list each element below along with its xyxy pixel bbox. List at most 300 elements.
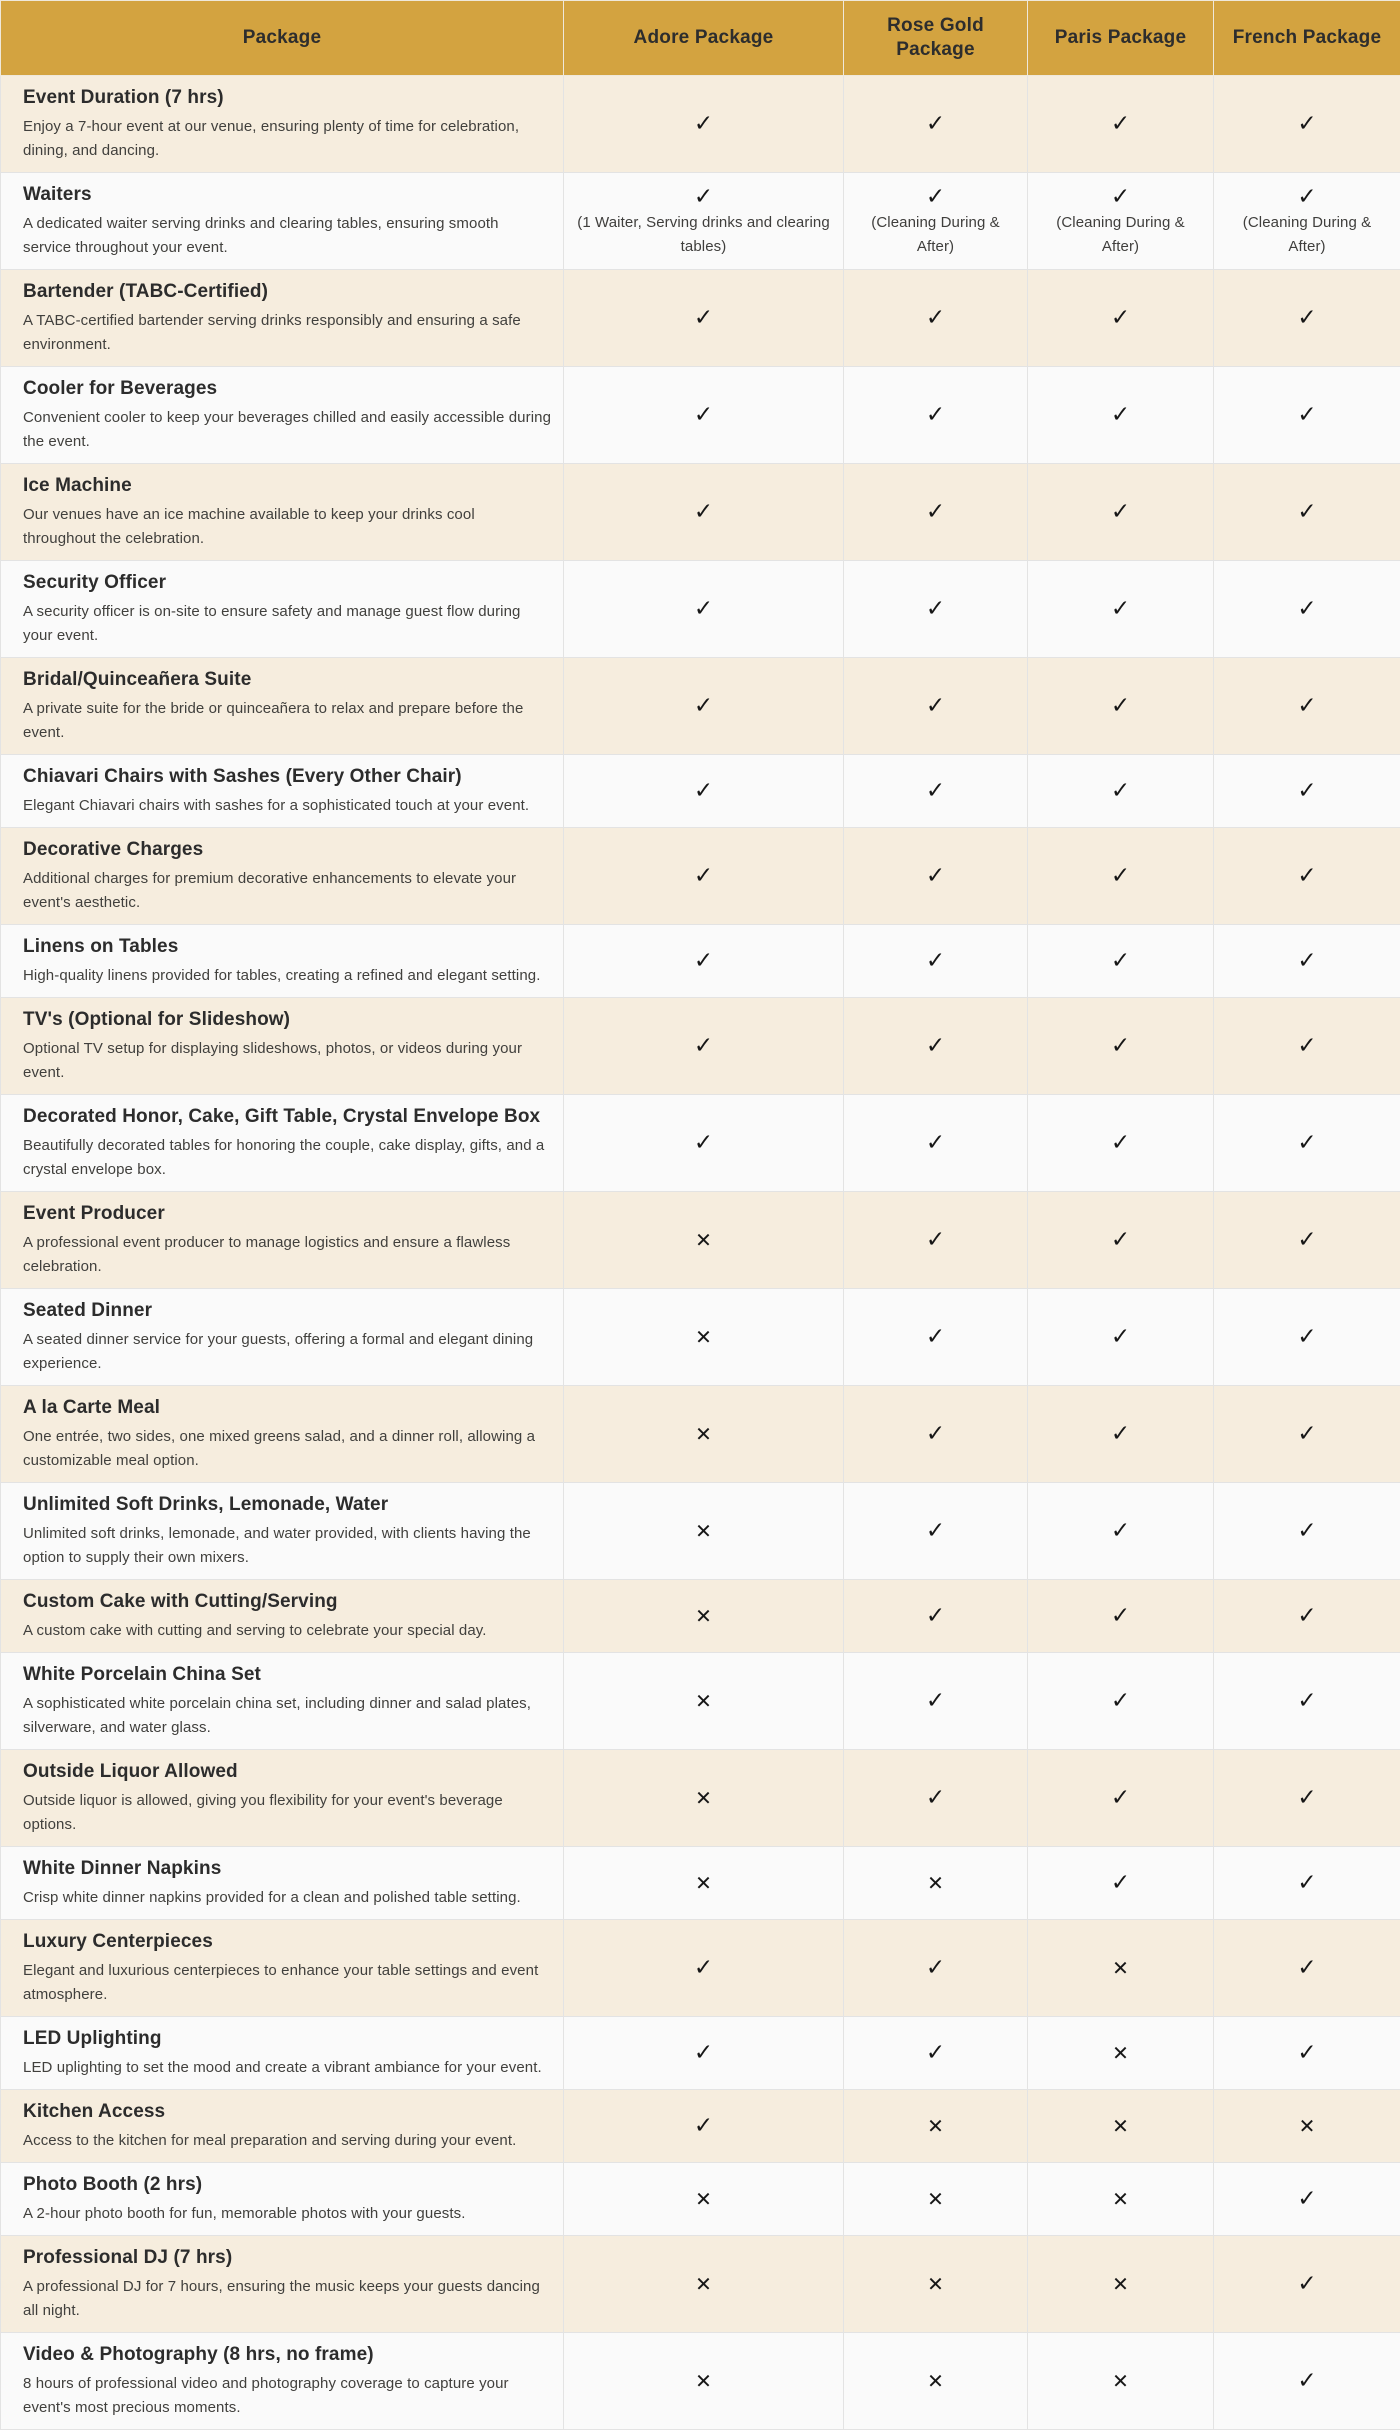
table-row bbox=[1, 2163, 1400, 2236]
value-cell bbox=[844, 1289, 1028, 1386]
cross-icon: ✕ bbox=[1299, 2113, 1316, 2139]
value-cell bbox=[1214, 998, 1400, 1095]
table-header bbox=[1, 1, 1400, 76]
feature-title: Photo Booth (2 hrs) bbox=[23, 2172, 551, 2197]
check-icon: ✓ bbox=[1297, 2186, 1316, 2212]
value-cell bbox=[1214, 1483, 1400, 1580]
check-icon: ✓ bbox=[926, 111, 945, 137]
feature-cell bbox=[1, 658, 564, 755]
value-cell bbox=[564, 1580, 844, 1653]
feature-title: Cooler for Beverages bbox=[23, 376, 551, 401]
check-icon: ✓ bbox=[694, 1955, 713, 1981]
table-row bbox=[1, 2017, 1400, 2090]
feature-description: LED uplighting to set the mood and create a vibrant ambiance for your event. bbox=[23, 2056, 551, 2080]
value-cell bbox=[1028, 173, 1214, 270]
check-icon: ✓ bbox=[1297, 2271, 1316, 2297]
feature-title: Ice Machine bbox=[23, 473, 551, 498]
feature-description: A 2-hour photo booth for fun, memorable photos with your guests. bbox=[23, 2202, 551, 2226]
table-row bbox=[1, 828, 1400, 925]
feature-description: A security officer is on-site to ensure safety and manage guest flow during your event. bbox=[23, 600, 551, 648]
check-icon: ✓ bbox=[694, 863, 713, 889]
value-cell bbox=[1214, 2236, 1400, 2333]
value-cell bbox=[1214, 1750, 1400, 1847]
feature-cell bbox=[1, 2090, 564, 2163]
check-icon: ✓ bbox=[694, 1130, 713, 1156]
feature-title: Unlimited Soft Drinks, Lemonade, Water bbox=[23, 1492, 551, 1517]
value-cell bbox=[1214, 828, 1400, 925]
value-cell bbox=[844, 173, 1028, 270]
check-icon: ✓ bbox=[1297, 1130, 1316, 1156]
check-icon: ✓ bbox=[926, 1785, 945, 1811]
feature-cell bbox=[1, 1095, 564, 1192]
value-cell bbox=[564, 367, 844, 464]
value-note: (1 Waiter, Serving drinks and clearing tables) bbox=[576, 211, 831, 259]
feature-title: Chiavari Chairs with Sashes (Every Other Chair) bbox=[23, 764, 551, 789]
feature-title: Waiters bbox=[23, 182, 551, 207]
value-cell bbox=[1214, 1386, 1400, 1483]
value-cell bbox=[1028, 1386, 1214, 1483]
feature-cell bbox=[1, 173, 564, 270]
value-cell bbox=[564, 2236, 844, 2333]
value-cell bbox=[1028, 998, 1214, 1095]
value-cell bbox=[844, 1095, 1028, 1192]
check-icon: ✓ bbox=[694, 2040, 713, 2066]
table-row bbox=[1, 270, 1400, 367]
feature-cell bbox=[1, 755, 564, 828]
check-icon: ✓ bbox=[926, 863, 945, 889]
check-icon: ✓ bbox=[1297, 1688, 1316, 1714]
table-row bbox=[1, 925, 1400, 998]
check-icon: ✓ bbox=[926, 1603, 945, 1629]
value-cell bbox=[844, 1386, 1028, 1483]
feature-title: Decorative Charges bbox=[23, 837, 551, 862]
feature-cell bbox=[1, 367, 564, 464]
value-cell bbox=[844, 828, 1028, 925]
value-cell bbox=[564, 828, 844, 925]
check-icon: ✓ bbox=[1297, 499, 1316, 525]
feature-title: Custom Cake with Cutting/Serving bbox=[23, 1589, 551, 1614]
check-icon: ✓ bbox=[1297, 1955, 1316, 1981]
feature-title: Event Producer bbox=[23, 1201, 551, 1226]
value-cell bbox=[1214, 1653, 1400, 1750]
table-row bbox=[1, 76, 1400, 173]
feature-title: White Porcelain China Set bbox=[23, 1662, 551, 1687]
check-icon: ✓ bbox=[1297, 1421, 1316, 1447]
value-cell bbox=[564, 2090, 844, 2163]
feature-description: Beautifully decorated tables for honoring the couple, cake display, gifts, and a crystal envelope box. bbox=[23, 1134, 551, 1182]
cross-icon: ✕ bbox=[695, 2368, 712, 2394]
check-icon: ✓ bbox=[1297, 1603, 1316, 1629]
value-cell bbox=[1028, 2090, 1214, 2163]
cross-icon: ✕ bbox=[695, 2186, 712, 2212]
feature-description: Convenient cooler to keep your beverages chilled and easily accessible during the event. bbox=[23, 406, 551, 454]
table-row bbox=[1, 1580, 1400, 1653]
cross-icon: ✕ bbox=[927, 1870, 944, 1896]
feature-description: High-quality linens provided for tables, creating a refined and elegant setting. bbox=[23, 964, 551, 988]
value-cell bbox=[844, 2163, 1028, 2236]
table-row bbox=[1, 1483, 1400, 1580]
feature-description: A private suite for the bride or quinceañera to relax and prepare before the event. bbox=[23, 697, 551, 745]
check-icon: ✓ bbox=[926, 184, 945, 210]
check-icon: ✓ bbox=[926, 1518, 945, 1544]
value-cell bbox=[1214, 1095, 1400, 1192]
cross-icon: ✕ bbox=[695, 1785, 712, 1811]
cross-icon: ✕ bbox=[695, 1870, 712, 1896]
feature-description: A seated dinner service for your guests, offering a formal and elegant dining experience. bbox=[23, 1328, 551, 1376]
check-icon: ✓ bbox=[694, 1033, 713, 1059]
feature-cell bbox=[1, 1920, 564, 2017]
value-cell bbox=[1028, 2163, 1214, 2236]
value-cell bbox=[1214, 76, 1400, 173]
value-cell bbox=[1214, 367, 1400, 464]
value-cell bbox=[844, 2017, 1028, 2090]
value-cell bbox=[564, 1289, 844, 1386]
value-cell bbox=[844, 658, 1028, 755]
value-cell bbox=[1214, 2090, 1400, 2163]
feature-description: Crisp white dinner napkins provided for a clean and polished table setting. bbox=[23, 1886, 551, 1910]
check-icon: ✓ bbox=[926, 1130, 945, 1156]
check-icon: ✓ bbox=[1111, 693, 1130, 719]
check-icon: ✓ bbox=[1297, 1227, 1316, 1253]
value-cell bbox=[844, 1580, 1028, 1653]
value-cell bbox=[1214, 561, 1400, 658]
feature-title: LED Uplighting bbox=[23, 2026, 551, 2051]
table-row bbox=[1, 2236, 1400, 2333]
feature-description: A TABC-certified bartender serving drinks responsibly and ensuring a safe environment. bbox=[23, 309, 551, 357]
check-icon: ✓ bbox=[1111, 1324, 1130, 1350]
cross-icon: ✕ bbox=[695, 1688, 712, 1714]
value-cell bbox=[1214, 2163, 1400, 2236]
cross-icon: ✕ bbox=[1112, 1955, 1129, 1981]
check-icon: ✓ bbox=[926, 1033, 945, 1059]
check-icon: ✓ bbox=[1297, 1785, 1316, 1811]
feature-description: Unlimited soft drinks, lemonade, and water provided, with clients having the option to supply their own mixers. bbox=[23, 1522, 551, 1570]
column-header-adore-package: Adore Package bbox=[564, 1, 844, 76]
check-icon: ✓ bbox=[1111, 948, 1130, 974]
value-cell bbox=[564, 76, 844, 173]
value-cell bbox=[844, 464, 1028, 561]
check-icon: ✓ bbox=[1111, 499, 1130, 525]
check-icon: ✓ bbox=[926, 402, 945, 428]
cross-icon: ✕ bbox=[927, 2271, 944, 2297]
value-cell bbox=[564, 1653, 844, 1750]
table-row bbox=[1, 1386, 1400, 1483]
cross-icon: ✕ bbox=[695, 1421, 712, 1447]
feature-title: Linens on Tables bbox=[23, 934, 551, 959]
check-icon: ✓ bbox=[1111, 1518, 1130, 1544]
value-cell bbox=[1028, 2333, 1214, 2430]
check-icon: ✓ bbox=[926, 693, 945, 719]
value-cell bbox=[844, 998, 1028, 1095]
feature-cell bbox=[1, 561, 564, 658]
value-cell bbox=[564, 464, 844, 561]
value-cell bbox=[564, 2333, 844, 2430]
column-header-package: Package bbox=[1, 1, 564, 76]
table-row bbox=[1, 173, 1400, 270]
value-cell bbox=[564, 925, 844, 998]
value-cell bbox=[1028, 1847, 1214, 1920]
value-cell bbox=[1028, 2236, 1214, 2333]
value-cell bbox=[1214, 1847, 1400, 1920]
column-header-rose-gold-package: Rose Gold Package bbox=[844, 1, 1028, 76]
feature-title: Outside Liquor Allowed bbox=[23, 1759, 551, 1784]
cross-icon: ✕ bbox=[695, 2271, 712, 2297]
feature-title: Video & Photography (8 hrs, no frame) bbox=[23, 2342, 551, 2367]
check-icon: ✓ bbox=[694, 184, 713, 210]
check-icon: ✓ bbox=[1297, 863, 1316, 889]
check-icon: ✓ bbox=[1111, 1785, 1130, 1811]
value-cell bbox=[844, 755, 1028, 828]
feature-title: White Dinner Napkins bbox=[23, 1856, 551, 1881]
table-body bbox=[1, 76, 1400, 2430]
value-cell bbox=[1214, 464, 1400, 561]
check-icon: ✓ bbox=[694, 778, 713, 804]
value-cell bbox=[564, 998, 844, 1095]
feature-title: Luxury Centerpieces bbox=[23, 1929, 551, 1954]
feature-cell bbox=[1, 464, 564, 561]
value-cell bbox=[1214, 270, 1400, 367]
check-icon: ✓ bbox=[1297, 693, 1316, 719]
feature-description: One entrée, two sides, one mixed greens salad, and a dinner roll, allowing a customizable meal option. bbox=[23, 1425, 551, 1473]
check-icon: ✓ bbox=[1297, 111, 1316, 137]
feature-cell bbox=[1, 1847, 564, 1920]
value-cell bbox=[564, 1095, 844, 1192]
table-row bbox=[1, 1653, 1400, 1750]
feature-title: Security Officer bbox=[23, 570, 551, 595]
check-icon: ✓ bbox=[1111, 184, 1130, 210]
value-cell bbox=[844, 1750, 1028, 1847]
check-icon: ✓ bbox=[1111, 305, 1130, 331]
value-cell bbox=[1214, 925, 1400, 998]
check-icon: ✓ bbox=[1111, 1421, 1130, 1447]
value-cell bbox=[564, 1192, 844, 1289]
value-cell bbox=[1214, 2333, 1400, 2430]
table-row bbox=[1, 1847, 1400, 1920]
check-icon: ✓ bbox=[694, 402, 713, 428]
table-row bbox=[1, 367, 1400, 464]
feature-cell bbox=[1, 1750, 564, 1847]
cross-icon: ✕ bbox=[927, 2113, 944, 2139]
table-row bbox=[1, 1192, 1400, 1289]
feature-cell bbox=[1, 828, 564, 925]
value-cell bbox=[844, 76, 1028, 173]
feature-cell bbox=[1, 1483, 564, 1580]
check-icon: ✓ bbox=[1297, 596, 1316, 622]
value-cell bbox=[1028, 464, 1214, 561]
value-cell bbox=[564, 2163, 844, 2236]
feature-title: TV's (Optional for Slideshow) bbox=[23, 1007, 551, 1032]
value-cell bbox=[1214, 1580, 1400, 1653]
value-cell bbox=[844, 1653, 1028, 1750]
table-row bbox=[1, 755, 1400, 828]
feature-description: Access to the kitchen for meal preparation and serving during your event. bbox=[23, 2129, 551, 2153]
feature-cell bbox=[1, 1386, 564, 1483]
feature-title: Event Duration (7 hrs) bbox=[23, 85, 551, 110]
check-icon: ✓ bbox=[694, 693, 713, 719]
feature-title: Kitchen Access bbox=[23, 2099, 551, 2124]
value-cell bbox=[1028, 561, 1214, 658]
feature-cell bbox=[1, 2163, 564, 2236]
feature-cell bbox=[1, 76, 564, 173]
check-icon: ✓ bbox=[1111, 1870, 1130, 1896]
check-icon: ✓ bbox=[1111, 863, 1130, 889]
feature-description: A dedicated waiter serving drinks and clearing tables, ensuring smooth service throughout your event. bbox=[23, 212, 551, 260]
value-cell bbox=[844, 1920, 1028, 2017]
cross-icon: ✕ bbox=[695, 1603, 712, 1629]
cross-icon: ✕ bbox=[1112, 2368, 1129, 2394]
value-cell bbox=[844, 925, 1028, 998]
column-header-paris-package: Paris Package bbox=[1028, 1, 1214, 76]
value-cell bbox=[1214, 1920, 1400, 2017]
feature-cell bbox=[1, 1289, 564, 1386]
value-cell bbox=[1028, 367, 1214, 464]
feature-description: A custom cake with cutting and serving to celebrate your special day. bbox=[23, 1619, 551, 1643]
value-cell bbox=[1214, 173, 1400, 270]
feature-description: A professional DJ for 7 hours, ensuring the music keeps your guests dancing all night. bbox=[23, 2275, 551, 2323]
check-icon: ✓ bbox=[1111, 111, 1130, 137]
table-row bbox=[1, 561, 1400, 658]
feature-cell bbox=[1, 1192, 564, 1289]
table-row bbox=[1, 1750, 1400, 1847]
check-icon: ✓ bbox=[1111, 1130, 1130, 1156]
value-cell bbox=[1028, 828, 1214, 925]
feature-description: Elegant Chiavari chairs with sashes for a sophisticated touch at your event. bbox=[23, 794, 551, 818]
check-icon: ✓ bbox=[694, 499, 713, 525]
cross-icon: ✕ bbox=[695, 1324, 712, 1350]
check-icon: ✓ bbox=[1297, 1870, 1316, 1896]
check-icon: ✓ bbox=[1111, 1227, 1130, 1253]
check-icon: ✓ bbox=[1111, 778, 1130, 804]
value-cell bbox=[1028, 1289, 1214, 1386]
feature-description: Optional TV setup for displaying slideshows, photos, or videos during your event. bbox=[23, 1037, 551, 1085]
value-note: (Cleaning During & After) bbox=[1226, 211, 1388, 259]
table-row bbox=[1, 1289, 1400, 1386]
check-icon: ✓ bbox=[926, 948, 945, 974]
cross-icon: ✕ bbox=[927, 2186, 944, 2212]
value-cell bbox=[844, 1847, 1028, 1920]
check-icon: ✓ bbox=[1297, 305, 1316, 331]
feature-description: 8 hours of professional video and photography coverage to capture your event's most precious moments. bbox=[23, 2372, 551, 2420]
feature-description: Enjoy a 7-hour event at our venue, ensuring plenty of time for celebration, dining, and dancing. bbox=[23, 115, 551, 163]
value-cell bbox=[564, 658, 844, 755]
cross-icon: ✕ bbox=[1112, 2040, 1129, 2066]
feature-description: Elegant and luxurious centerpieces to enhance your table settings and event atmosphere. bbox=[23, 1959, 551, 2007]
column-header-french-package: French Package bbox=[1214, 1, 1400, 76]
table-row bbox=[1, 1920, 1400, 2017]
value-cell bbox=[1028, 925, 1214, 998]
check-icon: ✓ bbox=[926, 1955, 945, 1981]
feature-description: Additional charges for premium decorative enhancements to elevate your event's aesthetic. bbox=[23, 867, 551, 915]
check-icon: ✓ bbox=[694, 596, 713, 622]
table-row bbox=[1, 464, 1400, 561]
feature-description: Our venues have an ice machine available to keep your drinks cool throughout the celebration. bbox=[23, 503, 551, 551]
feature-title: Seated Dinner bbox=[23, 1298, 551, 1323]
check-icon: ✓ bbox=[1297, 402, 1316, 428]
feature-title: Bridal/Quinceañera Suite bbox=[23, 667, 551, 692]
cross-icon: ✕ bbox=[695, 1227, 712, 1253]
value-cell bbox=[564, 1386, 844, 1483]
check-icon: ✓ bbox=[694, 2113, 713, 2139]
cross-icon: ✕ bbox=[1112, 2113, 1129, 2139]
check-icon: ✓ bbox=[694, 111, 713, 137]
check-icon: ✓ bbox=[926, 1688, 945, 1714]
cross-icon: ✕ bbox=[695, 1518, 712, 1544]
value-cell bbox=[564, 1483, 844, 1580]
check-icon: ✓ bbox=[926, 1324, 945, 1350]
check-icon: ✓ bbox=[1297, 948, 1316, 974]
check-icon: ✓ bbox=[1111, 1688, 1130, 1714]
value-cell bbox=[1214, 1289, 1400, 1386]
value-cell bbox=[1028, 270, 1214, 367]
value-cell bbox=[1028, 1483, 1214, 1580]
check-icon: ✓ bbox=[1111, 1603, 1130, 1629]
check-icon: ✓ bbox=[1111, 1033, 1130, 1059]
feature-cell bbox=[1, 270, 564, 367]
table-row bbox=[1, 2333, 1400, 2430]
feature-cell bbox=[1, 998, 564, 1095]
check-icon: ✓ bbox=[926, 499, 945, 525]
check-icon: ✓ bbox=[694, 948, 713, 974]
value-cell bbox=[564, 2017, 844, 2090]
feature-title: Professional DJ (7 hrs) bbox=[23, 2245, 551, 2270]
value-cell bbox=[1214, 755, 1400, 828]
value-cell bbox=[844, 1483, 1028, 1580]
feature-cell bbox=[1, 925, 564, 998]
value-cell bbox=[564, 1750, 844, 1847]
value-cell bbox=[564, 1847, 844, 1920]
table-row bbox=[1, 658, 1400, 755]
value-note: (Cleaning During & After) bbox=[1040, 211, 1201, 259]
value-cell bbox=[844, 2333, 1028, 2430]
value-cell bbox=[1028, 1580, 1214, 1653]
cross-icon: ✕ bbox=[927, 2368, 944, 2394]
check-icon: ✓ bbox=[926, 778, 945, 804]
value-cell bbox=[564, 755, 844, 828]
value-cell bbox=[844, 1192, 1028, 1289]
value-cell bbox=[1028, 2017, 1214, 2090]
feature-description: A professional event producer to manage logistics and ensure a flawless celebration. bbox=[23, 1231, 551, 1279]
header-row bbox=[1, 1, 1400, 76]
value-cell bbox=[564, 561, 844, 658]
value-cell bbox=[1028, 1192, 1214, 1289]
feature-cell bbox=[1, 2333, 564, 2430]
value-cell bbox=[1028, 755, 1214, 828]
check-icon: ✓ bbox=[1297, 2368, 1316, 2394]
value-cell bbox=[1028, 1750, 1214, 1847]
check-icon: ✓ bbox=[926, 1421, 945, 1447]
check-icon: ✓ bbox=[1297, 1518, 1316, 1544]
value-cell bbox=[564, 1920, 844, 2017]
feature-cell bbox=[1, 1653, 564, 1750]
value-cell bbox=[1028, 658, 1214, 755]
value-cell bbox=[1214, 658, 1400, 755]
value-cell bbox=[1214, 1192, 1400, 1289]
check-icon: ✓ bbox=[1297, 778, 1316, 804]
value-cell bbox=[1214, 2017, 1400, 2090]
table-row bbox=[1, 2090, 1400, 2163]
value-cell bbox=[1028, 1095, 1214, 1192]
check-icon: ✓ bbox=[1297, 1324, 1316, 1350]
value-cell bbox=[844, 367, 1028, 464]
check-icon: ✓ bbox=[926, 2040, 945, 2066]
check-icon: ✓ bbox=[1297, 2040, 1316, 2066]
feature-cell bbox=[1, 2017, 564, 2090]
value-cell bbox=[844, 561, 1028, 658]
check-icon: ✓ bbox=[926, 596, 945, 622]
value-cell bbox=[844, 2090, 1028, 2163]
check-icon: ✓ bbox=[1111, 402, 1130, 428]
check-icon: ✓ bbox=[694, 305, 713, 331]
